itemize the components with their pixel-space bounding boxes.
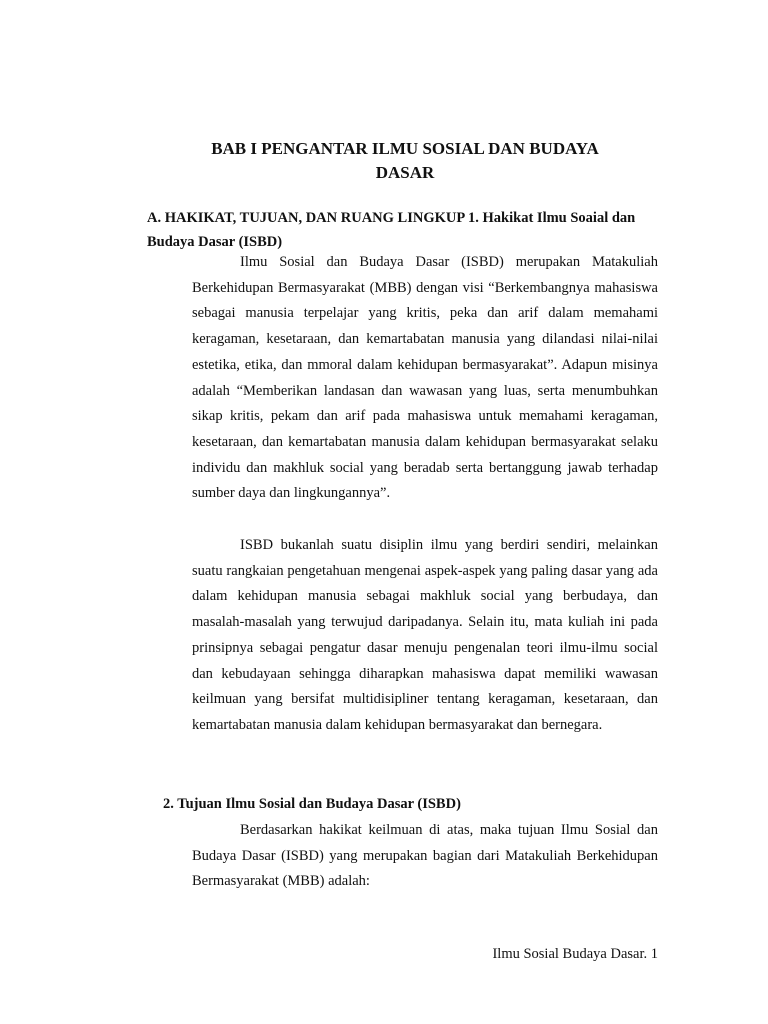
paragraph-3-block [192, 818, 658, 895]
chapter-title-line-2: DASAR [375, 163, 435, 182]
paragraph-1-block [192, 250, 658, 507]
section-a-heading: A. HAKIKAT, TUJUAN, DAN RUANG LINGKUP 1. Hakikat Ilmu Soaial dan Budaya Dasar (ISBD) [147, 210, 636, 250]
paragraph-2-block [192, 533, 658, 739]
paragraph-3: Berdasarkan hakikat keilmuan di atas, maka tujuan Ilmu Sosial dan Budaya Dasar (ISBD) yang merupakan bagian dari Matakuliah Berkehidupan Bermasyarakat (MBB) adalah: [192, 822, 658, 890]
paragraph-1: Ilmu Sosial dan Budaya Dasar (ISBD) merupakan Matakuliah Berkehidupan Bermasyarakat (MBB) dengan visi “Berkembangnya mahasiswa sebagai manusia terpelajar yang kritis, peka dan arif dalam memahami keragaman, kesetaraan, dan kemartabatan manusia yang dilandasi nilai-nilai estetika, etika, dan mmoral dalam kehidupan bermasyarakat”. Adapun misinya adalah “Memberikan landasan dan wawasan yang luas, serta menumbuhkan sikap kritis, pekam dan arif pada mahasiswa untuk memahami keragaman, kesetaraan, dan kemartabatan manusia dalam kehidupan bermasyarakat selaku individu dan makhluk social yang beradab serta bertanggung jawab terhadap sumber daya dan lingkungannya”. [192, 254, 658, 502]
page-footer: Ilmu Sosial Budaya Dasar. 1 [492, 946, 658, 962]
section-2-heading: 2. Tujuan Ilmu Sosial dan Budaya Dasar (ISBD) [163, 796, 461, 812]
paragraph-2: ISBD bukanlah suatu disiplin ilmu yang berdiri sendiri, melainkan suatu rangkaian pengetahuan mengenai aspek-aspek yang paling dasar yang ada dalam kehidupan manusia sebagai makhluk social yang berbudaya, dan masalah-masalah yang terwujud daripadanya. Selain itu, mata kuliah ini pada prinsipnya sebagai pengatur dasar menuju pengenalan teori ilmu-ilmu social dan kebudayaan sehingga diharapkan mahasiswa dapat memiliki wawasan keilmuan yang bersifat multidisipliner tentang keragaman, kesetaraan, dan kemartabatan manusia dalam kehidupan bermasyarakat dan bernegara. [192, 537, 658, 733]
chapter-title-line-1: BAB I PENGANTAR ILMU SOSIAL DAN BUDAYA [211, 139, 599, 158]
chapter-title [150, 137, 660, 185]
